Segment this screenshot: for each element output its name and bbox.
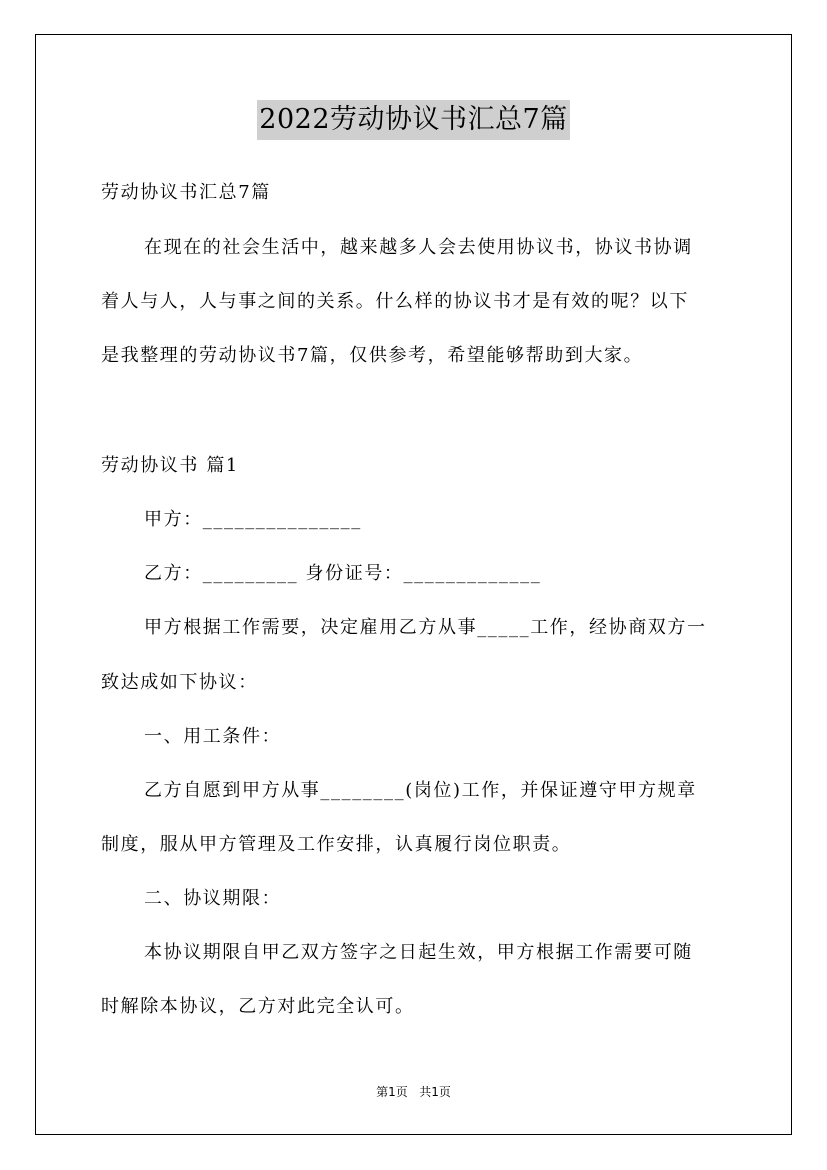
title-wrap <box>0 100 827 140</box>
intro-line-2: 着人与人，人与事之间的关系。什么样的协议书才是有效的呢？以下 <box>101 291 689 312</box>
agreement-line-2: 致达成如下协议： <box>101 672 258 693</box>
section-heading: 劳动协议书 篇1 <box>101 455 239 476</box>
party-a-line: 甲方：_______________ <box>144 509 362 530</box>
clause2-heading: 二、协议期限： <box>144 888 282 909</box>
page-footer <box>0 1084 827 1100</box>
clause1-line-2: 制度，服从甲方管理及工作安排，认真履行岗位职责。 <box>101 834 572 855</box>
page-number-label: 第1页 <box>376 1085 408 1099</box>
document-subtitle: 劳动协议书汇总7篇 <box>101 182 271 203</box>
intro-line-3: 是我整理的劳动协议书7篇，仅供参考，希望能够帮助到大家。 <box>101 345 644 366</box>
intro-line-1: 在现在的社会生活中，越来越多人会去使用协议书，协议书协调 <box>144 237 693 258</box>
agreement-line-1: 甲方根据工作需要，决定雇用乙方从事_____工作，经协商双方一 <box>144 617 707 638</box>
clause2-line-1: 本协议期限自甲乙双方签字之日起生效，甲方根据工作需要可随 <box>144 942 693 963</box>
clause2-line-2: 时解除本协议，乙方对此完全认可。 <box>101 996 415 1017</box>
clause1-heading: 一、用工条件： <box>144 726 282 747</box>
page-total-label: 共1页 <box>419 1085 451 1099</box>
clause1-line-1: 乙方自愿到甲方从事________(岗位)工作，并保证遵守甲方规章 <box>144 780 697 801</box>
party-b-line: 乙方：_________ 身份证号：_____________ <box>144 563 542 584</box>
document-title: 2022劳动协议书汇总7篇 <box>257 100 569 140</box>
